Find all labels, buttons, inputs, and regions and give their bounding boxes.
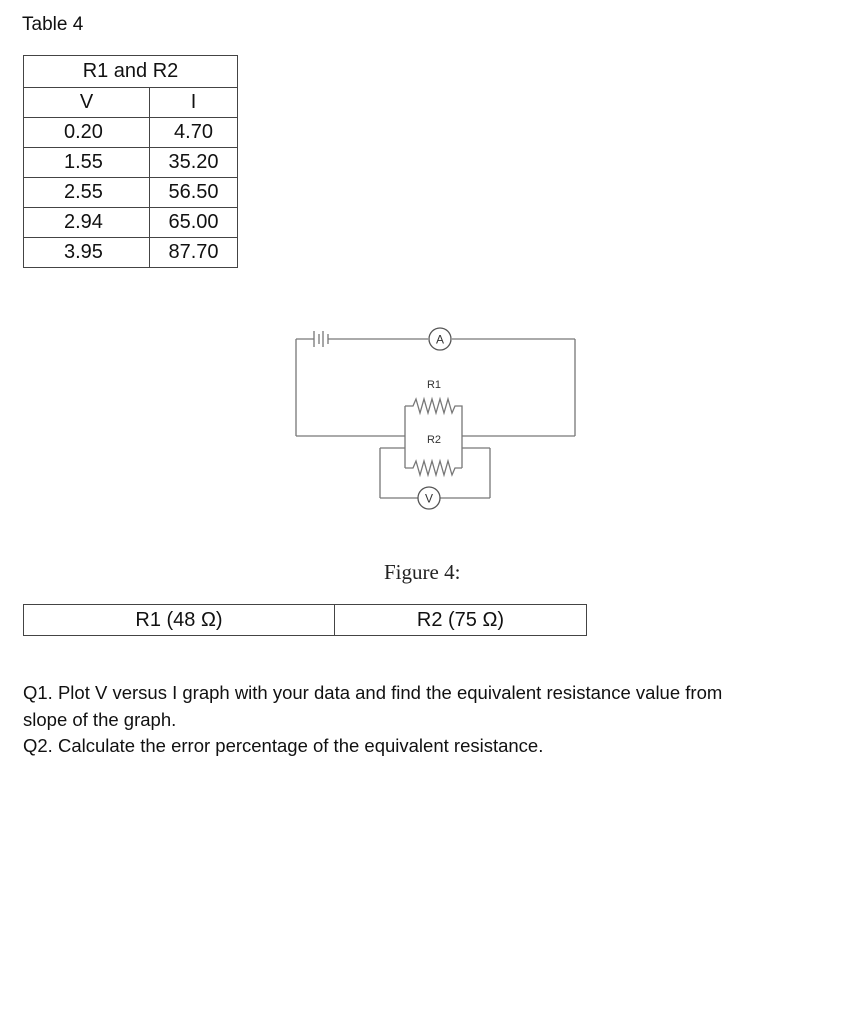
r1-label: R1 <box>426 379 442 391</box>
column-header-i: I <box>150 88 238 118</box>
cell-v: 1.55 <box>24 148 150 178</box>
figure-caption: Figure 4: <box>384 560 461 584</box>
cell-i: 65.00 <box>150 208 238 238</box>
resistor-r2-value: R2 (75 Ω) <box>335 605 587 636</box>
resistor-r2-icon <box>405 434 462 475</box>
table-row <box>24 208 238 238</box>
table-header: R1 and R2 <box>24 56 238 88</box>
r2-label: R2 <box>426 434 442 446</box>
voltmeter-icon <box>418 487 440 509</box>
battery-icon <box>296 331 428 347</box>
table-title: Table 4 <box>22 14 84 35</box>
cell-v: 2.55 <box>24 178 150 208</box>
resistor-r1-value: R1 (48 Ω) <box>24 605 335 636</box>
cell-i: 35.20 <box>150 148 238 178</box>
cell-v: 0.20 <box>24 118 150 148</box>
question-2: Q2. Calculate the error percentage of the equivalent resistance. <box>23 735 544 756</box>
resistor-values-table <box>23 604 587 636</box>
ammeter-icon <box>429 328 451 350</box>
circuit-diagram <box>290 318 585 518</box>
cell-i: 87.70 <box>150 238 238 268</box>
cell-i: 56.50 <box>150 178 238 208</box>
table-row <box>24 178 238 208</box>
ammeter-label: A <box>435 332 445 347</box>
data-table <box>23 55 238 268</box>
column-header-v: V <box>24 88 150 118</box>
cell-v: 2.94 <box>24 208 150 238</box>
table-row <box>24 148 238 178</box>
questions <box>23 680 743 760</box>
table-row <box>24 118 238 148</box>
question-1: Q1. Plot V versus I graph with your data and find the equivalent resistance value from slope of the graph. <box>23 682 723 730</box>
table-row <box>24 238 238 268</box>
cell-v: 3.95 <box>24 238 150 268</box>
resistor-r1-icon <box>405 379 462 413</box>
cell-i: 4.70 <box>150 118 238 148</box>
voltmeter-label: V <box>424 491 434 506</box>
